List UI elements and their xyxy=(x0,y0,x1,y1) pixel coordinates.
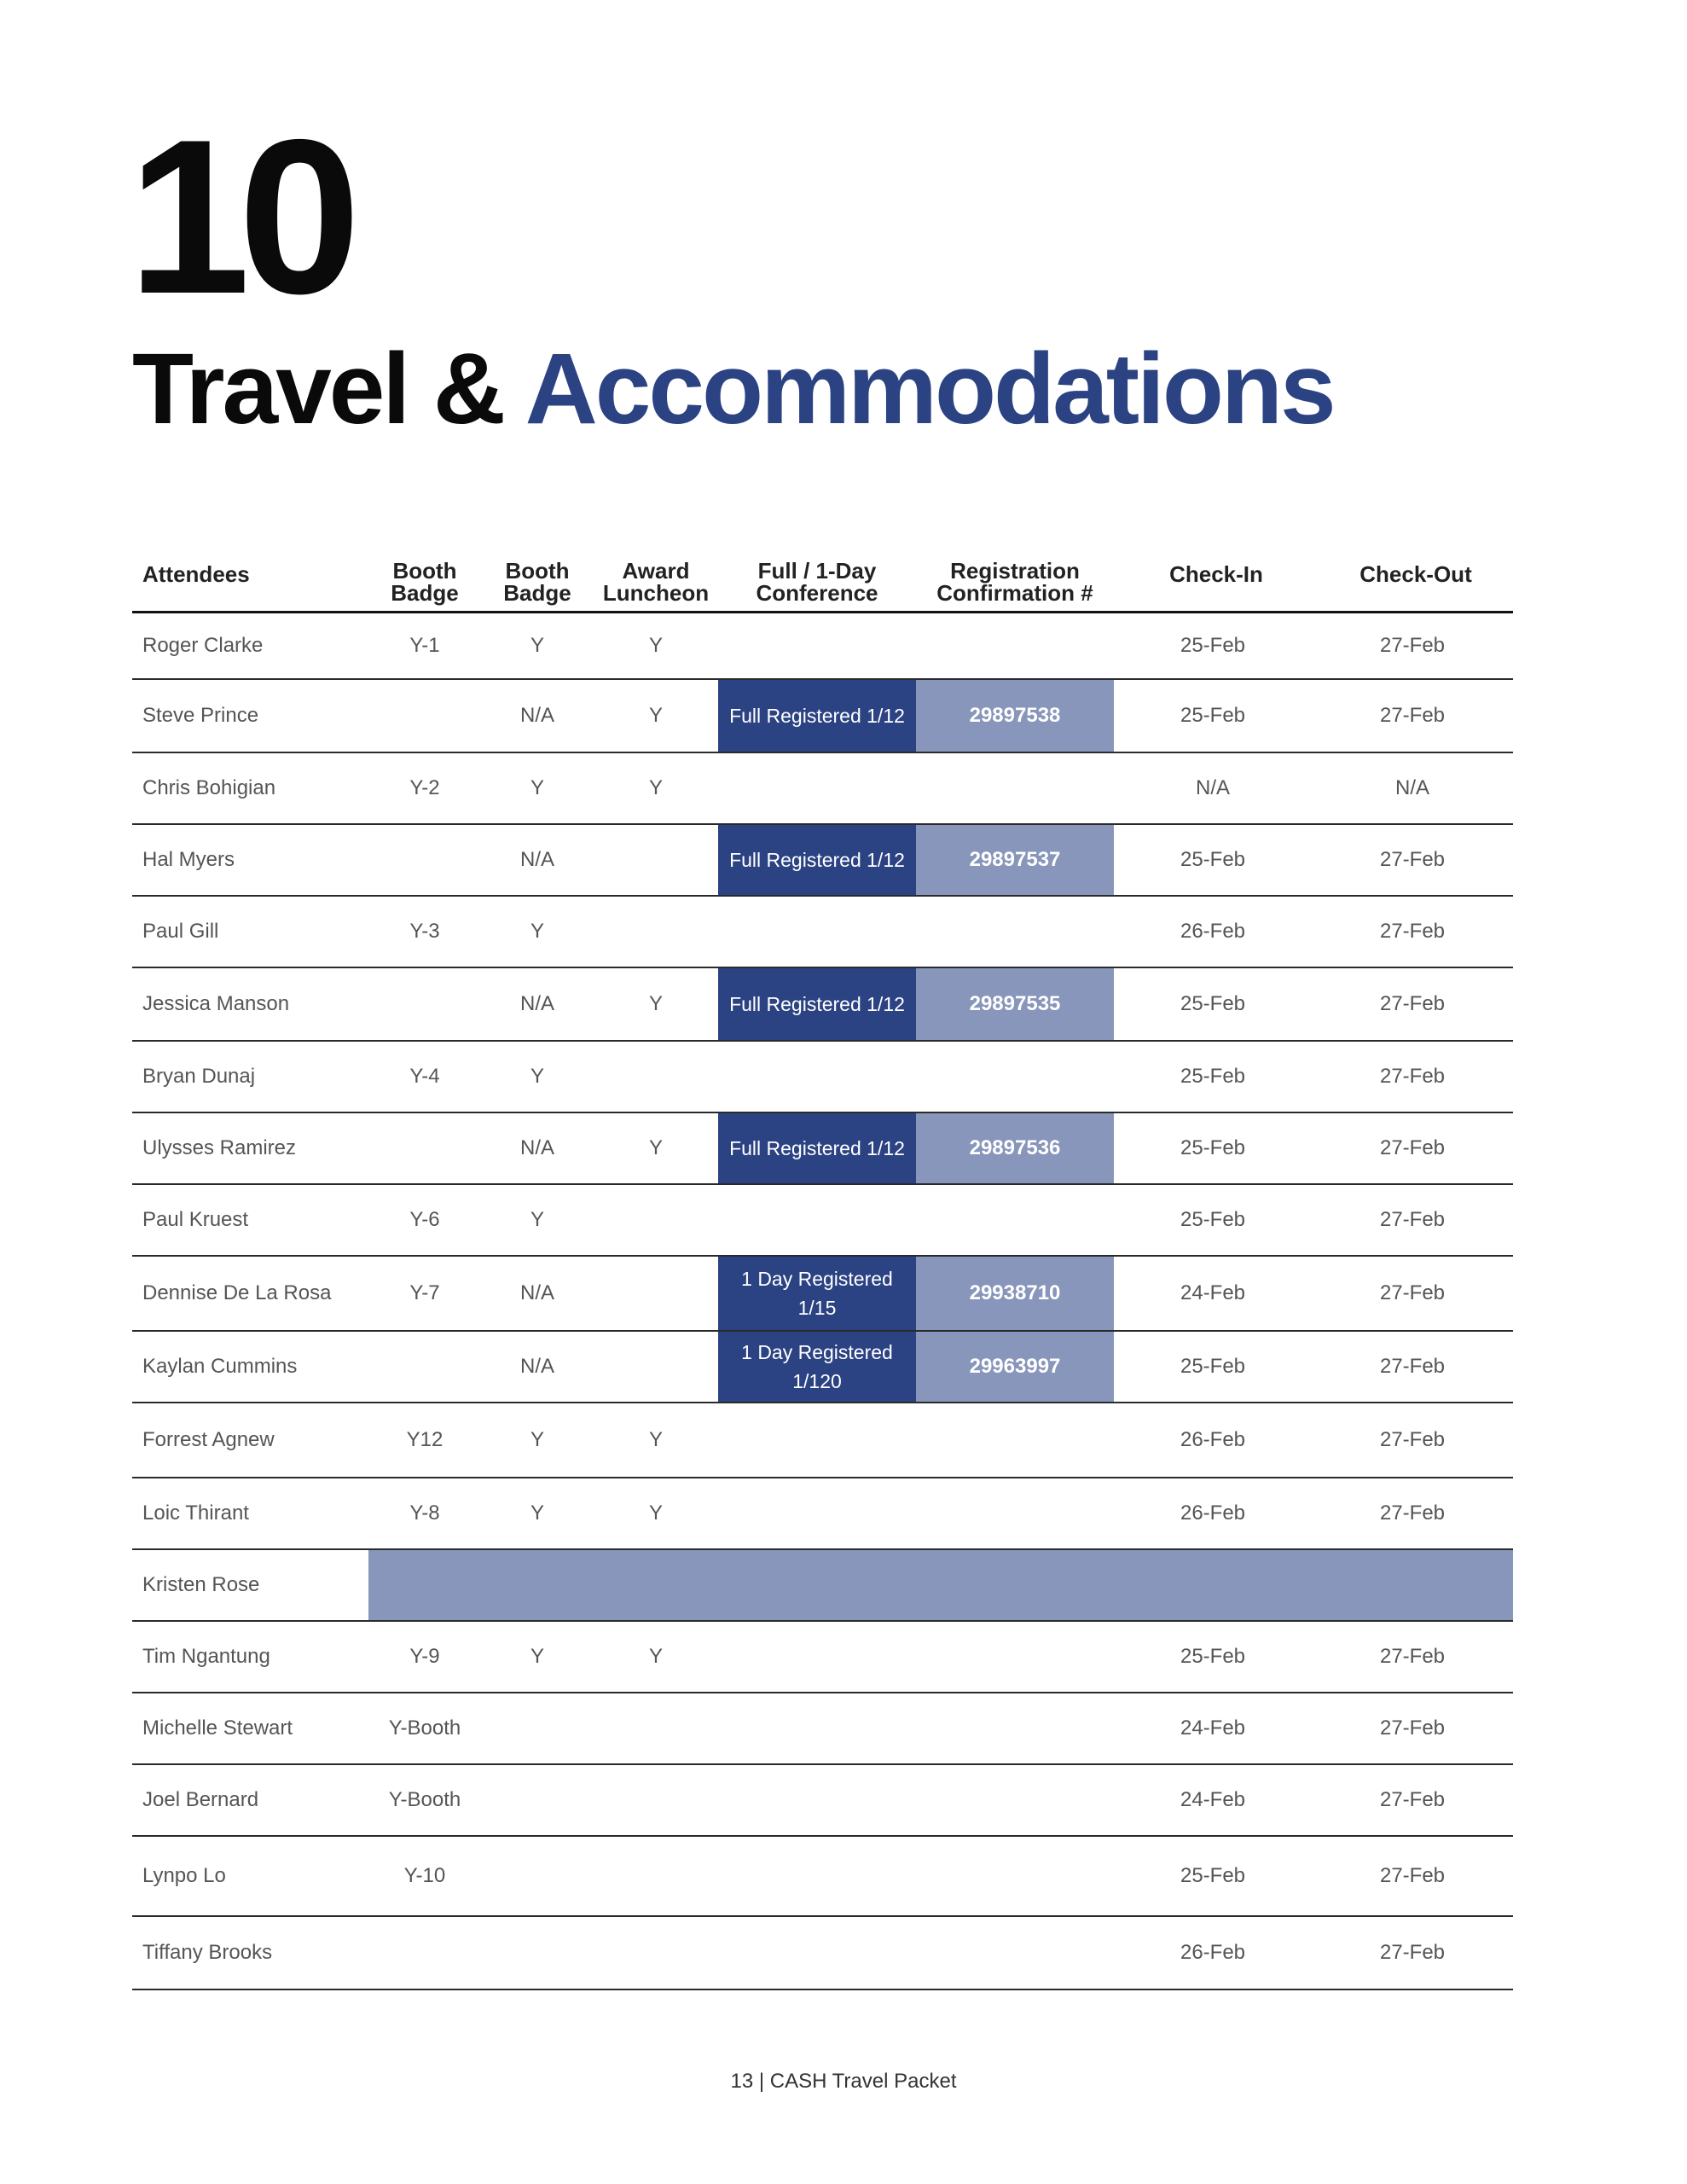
table-row xyxy=(132,1184,1513,1256)
table-row xyxy=(132,1549,1513,1621)
cell-booth-badge-2: N/A xyxy=(481,1256,594,1331)
cell-booth-badge-1: Y-2 xyxy=(368,752,481,824)
cell-check-out: 27-Feb xyxy=(1312,1764,1513,1836)
cell-booth-badge-1 xyxy=(368,1112,481,1184)
cell-booth-badge-2: Y xyxy=(481,1403,594,1478)
cell-booth-badge-2: Y xyxy=(481,1478,594,1549)
cell-check-out: 27-Feb xyxy=(1312,1836,1513,1916)
cell-conference xyxy=(718,1621,916,1693)
cell-check-in: 25-Feb xyxy=(1114,1621,1312,1693)
cell-booth-badge-1: Y-Booth xyxy=(368,1693,481,1764)
cell-booth-badge-1: Y-10 xyxy=(368,1836,481,1916)
cell-registration: 29938710 xyxy=(916,1256,1114,1331)
cell-check-in: 25-Feb xyxy=(1114,967,1312,1041)
cell-registration xyxy=(916,1916,1114,1989)
cell-booth-badge-1 xyxy=(368,824,481,896)
cell-booth-badge-1 xyxy=(368,967,481,1041)
cell-attendee-name: Roger Clarke xyxy=(132,613,368,679)
cell-registration: 29897536 xyxy=(916,1112,1114,1184)
cell-conference: Full Registered 1/12 xyxy=(718,1112,916,1184)
cell-conference xyxy=(718,1478,916,1549)
title-part-1: Travel & xyxy=(132,333,504,445)
cell-conference xyxy=(718,1403,916,1478)
cell-check-out: 27-Feb xyxy=(1312,1621,1513,1693)
cell-check-out: 27-Feb xyxy=(1312,824,1513,896)
table-row xyxy=(132,1112,1513,1184)
cell-check-out: 27-Feb xyxy=(1312,1041,1513,1112)
cell-check-in: 26-Feb xyxy=(1114,1916,1312,1989)
cell-attendee-name: Forrest Agnew xyxy=(132,1403,368,1478)
cell-award-luncheon: Y xyxy=(594,613,718,679)
cell-check-in: 24-Feb xyxy=(1114,1256,1312,1331)
attendees-table xyxy=(132,537,1513,1990)
header-attendees: Attendees xyxy=(132,537,368,613)
cell-award-luncheon xyxy=(594,1184,718,1256)
cell-check-in: 25-Feb xyxy=(1114,1836,1312,1916)
cell-booth-badge-1 xyxy=(368,679,481,752)
table-row xyxy=(132,1331,1513,1403)
table-row xyxy=(132,679,1513,752)
cell-booth-badge-2 xyxy=(481,1764,594,1836)
cell-award-luncheon xyxy=(594,1256,718,1331)
cell-attendee-name: Loic Thirant xyxy=(132,1478,368,1549)
shaded-row-fill xyxy=(368,1549,1513,1621)
table-header-row xyxy=(132,537,1513,613)
table-row xyxy=(132,1041,1513,1112)
cell-award-luncheon xyxy=(594,1836,718,1916)
cell-check-in: 26-Feb xyxy=(1114,1403,1312,1478)
cell-registration xyxy=(916,1764,1114,1836)
table-row xyxy=(132,1256,1513,1331)
cell-registration xyxy=(916,1041,1114,1112)
cell-booth-badge-2: N/A xyxy=(481,1331,594,1403)
cell-check-out: 27-Feb xyxy=(1312,1478,1513,1549)
cell-check-in: 26-Feb xyxy=(1114,896,1312,967)
header-award-luncheon: Award Luncheon xyxy=(594,537,718,613)
cell-conference xyxy=(718,613,916,679)
cell-attendee-name: Michelle Stewart xyxy=(132,1693,368,1764)
chapter-number: 10 xyxy=(128,93,349,340)
cell-award-luncheon: Y xyxy=(594,1112,718,1184)
cell-attendee-name: Bryan Dunaj xyxy=(132,1041,368,1112)
cell-check-out: N/A xyxy=(1312,752,1513,824)
cell-check-in: 25-Feb xyxy=(1114,1112,1312,1184)
cell-check-in: 26-Feb xyxy=(1114,1478,1312,1549)
cell-registration xyxy=(916,1621,1114,1693)
table-row xyxy=(132,1403,1513,1478)
table-row xyxy=(132,1621,1513,1693)
cell-check-out: 27-Feb xyxy=(1312,1403,1513,1478)
cell-check-out: 27-Feb xyxy=(1312,1184,1513,1256)
cell-booth-badge-2: Y xyxy=(481,752,594,824)
cell-check-out: 27-Feb xyxy=(1312,1693,1513,1764)
cell-booth-badge-2: N/A xyxy=(481,1112,594,1184)
cell-attendee-name: Kaylan Cummins xyxy=(132,1331,368,1403)
header-registration: Registration Confirmation # xyxy=(916,537,1114,613)
header-check-out: Check-Out xyxy=(1312,537,1513,613)
cell-award-luncheon xyxy=(594,1916,718,1989)
cell-registration: 29897535 xyxy=(916,967,1114,1041)
cell-booth-badge-2: Y xyxy=(481,1041,594,1112)
cell-attendee-name: Jessica Manson xyxy=(132,967,368,1041)
cell-attendee-name: Ulysses Ramirez xyxy=(132,1112,368,1184)
cell-registration xyxy=(916,1403,1114,1478)
cell-booth-badge-1: Y-Booth xyxy=(368,1764,481,1836)
cell-conference: 1 Day Registered 1/120 xyxy=(718,1331,916,1403)
cell-conference: Full Registered 1/12 xyxy=(718,967,916,1041)
cell-conference xyxy=(718,1916,916,1989)
cell-award-luncheon: Y xyxy=(594,752,718,824)
cell-registration: 29963997 xyxy=(916,1331,1114,1403)
cell-check-out: 27-Feb xyxy=(1312,1256,1513,1331)
cell-booth-badge-2: Y xyxy=(481,1621,594,1693)
cell-check-in: 25-Feb xyxy=(1114,824,1312,896)
cell-check-in: 25-Feb xyxy=(1114,1331,1312,1403)
cell-attendee-name: Chris Bohigian xyxy=(132,752,368,824)
cell-conference xyxy=(718,1041,916,1112)
cell-attendee-name: Kristen Rose xyxy=(132,1549,368,1621)
cell-attendee-name: Lynpo Lo xyxy=(132,1836,368,1916)
cell-award-luncheon: Y xyxy=(594,1403,718,1478)
table-row xyxy=(132,1478,1513,1549)
cell-award-luncheon xyxy=(594,1041,718,1112)
cell-award-luncheon: Y xyxy=(594,679,718,752)
cell-booth-badge-2: N/A xyxy=(481,967,594,1041)
cell-registration: 29897537 xyxy=(916,824,1114,896)
table-row xyxy=(132,752,1513,824)
cell-booth-badge-1: Y-1 xyxy=(368,613,481,679)
cell-attendee-name: Paul Gill xyxy=(132,896,368,967)
cell-check-out: 27-Feb xyxy=(1312,679,1513,752)
cell-award-luncheon xyxy=(594,1693,718,1764)
cell-check-out: 27-Feb xyxy=(1312,896,1513,967)
cell-registration xyxy=(916,752,1114,824)
cell-registration xyxy=(916,1184,1114,1256)
cell-conference: Full Registered 1/12 xyxy=(718,679,916,752)
cell-check-in: N/A xyxy=(1114,752,1312,824)
table-row xyxy=(132,967,1513,1041)
cell-check-out: 27-Feb xyxy=(1312,967,1513,1041)
cell-booth-badge-2 xyxy=(481,1693,594,1764)
cell-award-luncheon xyxy=(594,824,718,896)
cell-conference xyxy=(718,1836,916,1916)
cell-check-in: 24-Feb xyxy=(1114,1764,1312,1836)
table-row xyxy=(132,613,1513,679)
cell-conference: 1 Day Registered 1/15 xyxy=(718,1256,916,1331)
cell-check-in: 25-Feb xyxy=(1114,679,1312,752)
cell-booth-badge-2: Y xyxy=(481,1184,594,1256)
cell-attendee-name: Steve Prince xyxy=(132,679,368,752)
page-title xyxy=(132,333,1334,445)
cell-check-in: 25-Feb xyxy=(1114,613,1312,679)
table-row xyxy=(132,1764,1513,1836)
cell-booth-badge-2: N/A xyxy=(481,679,594,752)
cell-booth-badge-1: Y-7 xyxy=(368,1256,481,1331)
cell-registration xyxy=(916,1836,1114,1916)
cell-award-luncheon: Y xyxy=(594,1478,718,1549)
cell-award-luncheon: Y xyxy=(594,1621,718,1693)
cell-check-in: 25-Feb xyxy=(1114,1184,1312,1256)
cell-attendee-name: Dennise De La Rosa xyxy=(132,1256,368,1331)
cell-award-luncheon xyxy=(594,896,718,967)
cell-attendee-name: Hal Myers xyxy=(132,824,368,896)
cell-booth-badge-2: N/A xyxy=(481,824,594,896)
cell-booth-badge-1: Y-3 xyxy=(368,896,481,967)
cell-award-luncheon xyxy=(594,1764,718,1836)
cell-registration: 29897538 xyxy=(916,679,1114,752)
cell-booth-badge-1: Y-4 xyxy=(368,1041,481,1112)
cell-check-in: 25-Feb xyxy=(1114,1041,1312,1112)
cell-registration xyxy=(916,1478,1114,1549)
cell-conference xyxy=(718,1184,916,1256)
cell-check-out: 27-Feb xyxy=(1312,1112,1513,1184)
table-row xyxy=(132,1916,1513,1989)
cell-booth-badge-1: Y-9 xyxy=(368,1621,481,1693)
cell-award-luncheon: Y xyxy=(594,967,718,1041)
cell-booth-badge-1 xyxy=(368,1331,481,1403)
cell-conference: Full Registered 1/12 xyxy=(718,824,916,896)
cell-booth-badge-1 xyxy=(368,1916,481,1989)
cell-check-out: 27-Feb xyxy=(1312,613,1513,679)
table-body xyxy=(132,613,1513,1989)
page-footer: 13 | CASH Travel Packet xyxy=(730,2070,957,2093)
table-row xyxy=(132,824,1513,896)
cell-registration xyxy=(916,613,1114,679)
cell-registration xyxy=(916,896,1114,967)
cell-attendee-name: Paul Kruest xyxy=(132,1184,368,1256)
title-part-2: Accommodations xyxy=(525,333,1334,445)
cell-booth-badge-2 xyxy=(481,1836,594,1916)
cell-attendee-name: Tim Ngantung xyxy=(132,1621,368,1693)
cell-check-in: 24-Feb xyxy=(1114,1693,1312,1764)
cell-check-out: 27-Feb xyxy=(1312,1916,1513,1989)
cell-booth-badge-1: Y-6 xyxy=(368,1184,481,1256)
cell-booth-badge-1: Y-8 xyxy=(368,1478,481,1549)
cell-booth-badge-2: Y xyxy=(481,613,594,679)
cell-award-luncheon xyxy=(594,1331,718,1403)
cell-conference xyxy=(718,896,916,967)
table-row xyxy=(132,1836,1513,1916)
cell-check-out: 27-Feb xyxy=(1312,1331,1513,1403)
cell-conference xyxy=(718,1764,916,1836)
header-booth-badge-2: Booth Badge xyxy=(481,537,594,613)
table-row xyxy=(132,1693,1513,1764)
header-conference: Full / 1-Day Conference xyxy=(718,537,916,613)
cell-conference xyxy=(718,1693,916,1764)
cell-booth-badge-2 xyxy=(481,1916,594,1989)
cell-attendee-name: Joel Bernard xyxy=(132,1764,368,1836)
cell-conference xyxy=(718,752,916,824)
header-check-in: Check-In xyxy=(1114,537,1312,613)
table-row xyxy=(132,896,1513,967)
cell-booth-badge-1: Y12 xyxy=(368,1403,481,1478)
cell-booth-badge-2: Y xyxy=(481,896,594,967)
cell-registration xyxy=(916,1693,1114,1764)
cell-attendee-name: Tiffany Brooks xyxy=(132,1916,368,1989)
header-booth-badge-1: Booth Badge xyxy=(368,537,481,613)
